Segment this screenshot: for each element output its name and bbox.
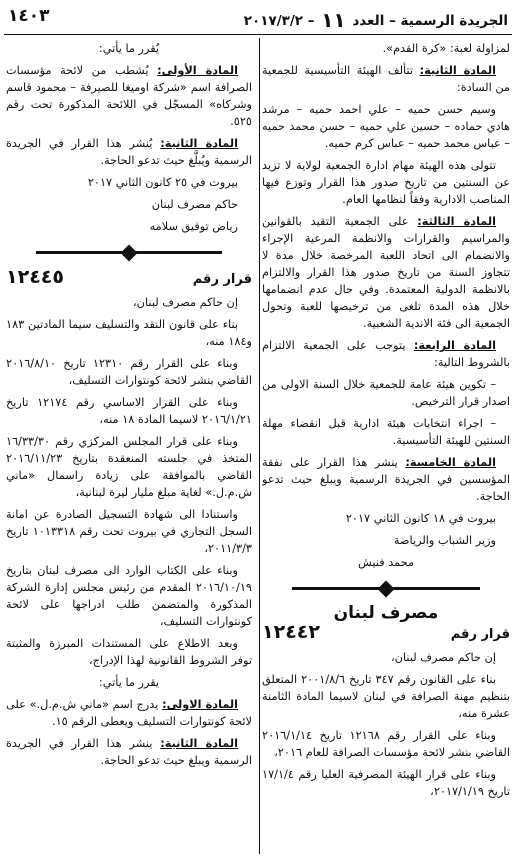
paragraph: بناء على القانون رقم ٣٤٧ تاريخ ٢٠٠١/٨/٦ المتعلق بتنظيم مهنة الصرافة في لبنان لاسيما المادة الثامنة عشرة منه، bbox=[262, 673, 510, 720]
decision-number: ١٢٤٤٥ bbox=[6, 266, 64, 288]
signature-name: محمد فنيش bbox=[357, 556, 414, 569]
gazette-name: الجريدة الرسمية – العدد bbox=[352, 13, 508, 29]
issue-number: ١١ bbox=[321, 8, 346, 32]
gazette-title bbox=[244, 8, 508, 32]
column-divider bbox=[259, 38, 260, 854]
article-text: ينشر هذا القرار على نفقة المؤسسين في الجريدة الرسمية ويبلغ حيث تدعو الحاجة. bbox=[262, 456, 510, 503]
paragraph: وبناء على القرار الاساسي رقم ١٢١٧٤ تاريخ ٢٠١٦/١/٢١ لاسيما المادة ١٨ منه، bbox=[6, 396, 252, 426]
paragraph: بناء على قانون النقد والتسليف سيما المادتين ١٨٣ و١٨٤ منه، bbox=[6, 318, 252, 348]
founders-list: وسيم حسن حميه – علي احمد حميه – مرشد هادي حماده – حسين علي حميه – حسن محمد حميه – عباس محمد حميه – عباس كرم حميه. bbox=[262, 103, 510, 150]
decision-title bbox=[262, 621, 510, 643]
article-one bbox=[6, 696, 252, 730]
article-text: تتألف الهيئة التأسيسية للجمعية من السادة: bbox=[262, 64, 510, 94]
right-column bbox=[262, 40, 510, 854]
condition-item: – تكوين هيئة عامة للجمعية خلال السنة الاولى من اصدار قرار الترخيص. bbox=[262, 378, 510, 408]
article-text: يُنشر هذا القرار في الجريدة الرسمية ويُبلَّغ حيث تدعو الحاجة. bbox=[6, 137, 252, 167]
signature-title: وزير الشباب والرياضة bbox=[393, 534, 496, 547]
paragraph: إن حاكم مصرف لبنان، bbox=[133, 296, 238, 309]
paragraph: وبناء على القرار رقم ١٢١٦٨ تاريخ ٢٠١٦/١/١٤ القاضي بنشر لائحة مؤسسات الصرافة للعام ٢٠١٦، bbox=[262, 729, 510, 759]
article-label: المادة الأولى: bbox=[157, 64, 238, 77]
signature-date: بيروت في ٢٥ كانون الثاني ٢٠١٧ bbox=[87, 176, 238, 189]
article-text: يتوجب على الجمعية الالتزام بالشروط التالية: bbox=[262, 339, 510, 369]
article-label: المادة الرابعة: bbox=[413, 339, 496, 352]
resolution-intro: يُقرر ما يأتي: bbox=[98, 42, 160, 55]
paragraph: واستنادا الى شهادة التسجيل الصادرة عن امانة السجل التجاري في بيروت تحت رقم ١٠١٣٣١٨ تاريخ ٢٠١١/٣/٣، bbox=[6, 508, 252, 555]
article-five bbox=[262, 454, 510, 505]
paragraph: لمزاولة لعبة: «كرة القدم». bbox=[382, 42, 510, 55]
paragraph: وبناء على قرار المجلس المركزي رقم ١٦/٣٣/٣٠ المتخذ في جلسته المنعقدة بتاريخ ٢٠١٦/١١/٢٣ القاضي بالموافقة على زيادة راسمال «ماني ش.م.ل.» لغاية مبلغ مليار ليرة لبنانية، bbox=[6, 435, 252, 499]
page-header bbox=[0, 0, 516, 34]
left-column bbox=[6, 40, 252, 854]
section-separator bbox=[6, 241, 252, 263]
decision-number: ١٢٤٤٢ bbox=[262, 621, 320, 643]
article-label: المادة الثانية: bbox=[160, 137, 238, 150]
article-three bbox=[262, 213, 510, 332]
article-four bbox=[262, 337, 510, 371]
article-text: على الجمعية التقيد بالقوانين والمراسيم والقرارات والانظمة المرعية الإجراء والانضمام الى اتحاد اللعبة المرخصة خلال مدة لا تتجاوز السنة من تاريخ صدور هذا القرار والالتزام بالانظمة الدولية المعتمدة. وفي حال عدم انضمامها خلال هذه المدة تلغى من ترخيصها للعبة وتحول الجمعية الى فئة الاندية الشعبية. bbox=[262, 215, 510, 330]
paragraph: وبناء على القرار رقم ١٢٣١٠ تاريخ ٢٠١٦/٨/١٠ القاضي بنشر لائحة كونتوارات التسليف، bbox=[6, 357, 252, 387]
decision-label: قرار رقم bbox=[192, 272, 252, 287]
article-label: المادة الثالثة: bbox=[417, 215, 496, 228]
header-rule bbox=[4, 34, 512, 35]
signature-name: رياض توفيق سلامه bbox=[149, 220, 238, 233]
issue-date: – ٢٠١٧/٣/٢ bbox=[243, 13, 315, 29]
signature-date: بيروت في ١٨ كانون الثاني ٢٠١٧ bbox=[345, 512, 496, 525]
paragraph: وبناء على الكتاب الوارد الى مصرف لبنان بتاريخ ٢٠١٦/١٠/١٩ المقدم من رئيس مجلس إدارة الشركة المذكورة والمتضمن طلب ادراجها على لائحة كونتوارات التسليف، bbox=[6, 564, 252, 628]
article-label: المادة الثانية: bbox=[419, 64, 496, 77]
article-one bbox=[6, 62, 252, 130]
article-two bbox=[6, 135, 252, 169]
paragraph: وبناء على قرار الهيئة المصرفية العليا رقم ١٧/١/٤ تاريخ ٢٠١٧/١/١٩، bbox=[262, 768, 510, 798]
article-text: يدرج اسم «ماني ش.م.ل.» على لائحة كونتوارات التسليف ويعطى الرقم ١٥. bbox=[6, 698, 252, 728]
article-text: يُشطب من لائحة مؤسسات الصرافة اسم «شركة اوميغا للصيرفة – محمود قاسم وشركاه» المسجّل في اللائحة المذكورة تحت رقم ٥٢٥. bbox=[6, 64, 252, 128]
signature-title: حاكم مصرف لبنان bbox=[151, 198, 238, 211]
section-separator bbox=[262, 577, 510, 599]
resolution-intro: يقرر ما يأتي: bbox=[98, 676, 160, 689]
page-number: ١٤٠٣ bbox=[8, 6, 50, 26]
paragraph: وبعد الاطلاع على المستندات المبرزة والمثبتة توفر الشروط القانونية لهذا الإدراج، bbox=[6, 637, 252, 667]
article-label: المادة الخامسة: bbox=[405, 456, 496, 469]
article-two bbox=[6, 735, 252, 769]
article-label: المادة الاولى: bbox=[162, 698, 239, 711]
condition-item: – اجراء انتخابات هيئة ادارية قبل انقضاء مهلة السنتين للهيئة التأسيسية. bbox=[262, 417, 510, 447]
article-label: المادة الثانية: bbox=[160, 737, 238, 750]
paragraph: إن حاكم مصرف لبنان، bbox=[391, 651, 496, 664]
decision-label: قرار رقم bbox=[450, 627, 510, 642]
decision-title bbox=[6, 266, 252, 288]
paragraph: تتولى هذه الهيئة مهام ادارة الجمعية لولاية لا تزيد عن السنتين من تاريخ صدور هذا القرار وتوزع فيها المناصب الادارية وفقاً لنظامها العام. bbox=[262, 159, 510, 206]
bank-heading: مصرف لبنان bbox=[333, 603, 439, 623]
article-two bbox=[262, 62, 510, 96]
article-text: ينشر هذا القرار في الجريدة الرسمية ويبلغ حيث تدعو الحاجة. bbox=[6, 737, 252, 767]
